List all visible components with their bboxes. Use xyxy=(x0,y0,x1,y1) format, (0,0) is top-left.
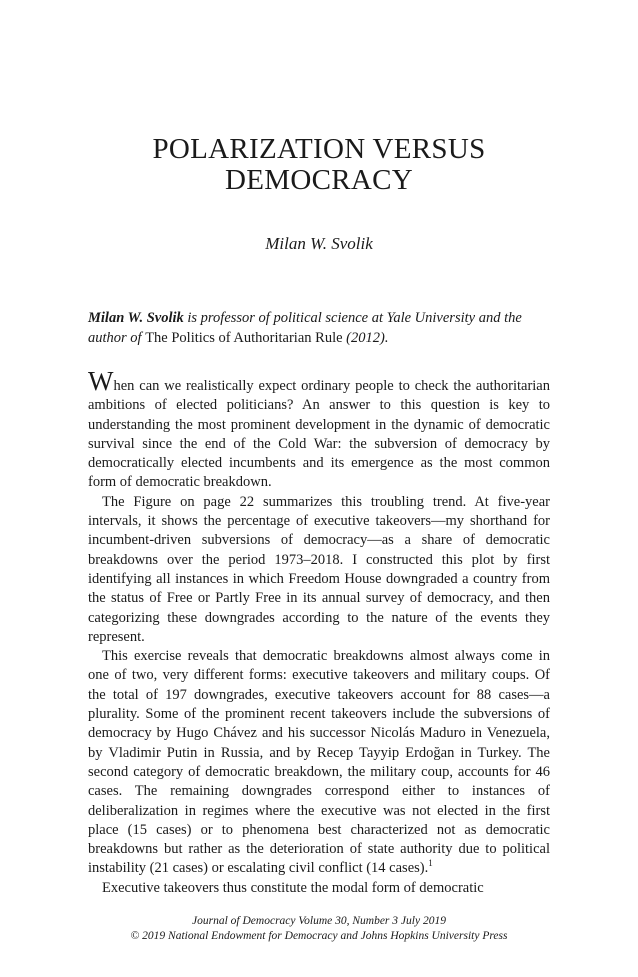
bio-name: Milan W. Svolik xyxy=(88,310,184,326)
paragraph-4: Executive takeovers thus constitute the modal form of democratic xyxy=(102,879,484,896)
paragraph-1 xyxy=(88,366,550,493)
article-title xyxy=(0,134,638,196)
title-line-2: DEMOCRACY xyxy=(225,164,413,196)
page-footer xyxy=(0,914,638,944)
title-line-1: POLARIZATION VERSUS xyxy=(152,133,486,165)
drop-cap: W xyxy=(88,366,114,396)
article-body xyxy=(88,366,550,898)
author-name: Milan W. Svolik xyxy=(265,234,373,253)
footnote-marker[interactable]: 1 xyxy=(428,858,433,869)
paragraph-1-text: hen can we realistically expect ordinary people to check the authoritarian ambitions of elected politicians? An answer to this question is key to understanding the most prominent development in the dynamic of democratic survival since the end of the Cold War: the subversion of democracy by democratically elected incumbents and its emergence as the most common form of democratic breakdown. xyxy=(88,378,550,491)
bio-book-title: The Politics of Authoritarian Rule xyxy=(145,330,343,346)
journal-citation: Journal of Democracy Volume 30, Number 3 July 2019 xyxy=(192,915,446,927)
paragraph-2: The Figure on page 22 summarizes this troubling trend. At five-year intervals, it shows the percentage of executive takeovers—my shorthand for incumbent-driven subversions of democracy—as a share of democratic breakdowns over the period 1973–2018. I constructed this plot by first identifying all instances in which Freedom House downgraded a country from the status of Free or Partly Free in its annual survey of democracy, and then categorizing these downgrades according to the nature of the events they represent. xyxy=(88,493,550,645)
copyright-notice: © 2019 National Endowment for Democracy and Johns Hopkins University Press xyxy=(130,930,508,942)
author-bio xyxy=(88,308,550,348)
paragraph-3-text: This exercise reveals that democratic breakdowns almost always come in one of two, very different forms: executive takeovers and military coups. Of the total of 197 downgrades, executive takeovers account for 88 cases—a plurality. Some of the prominent recent takeovers include the subversions of democracy by Hugo Chávez and his successor Nicolás Maduro in Venezuela, by Vladimir Putin in Russia, and by Recep Tayyip Erdoğan in Turkey. The second category of democratic breakdown, the military coup, accounts for 46 cases. The remaining downgrades correspond either to instances of deliberalization in regimes where the executive was not elected in the first place (15 cases) or to phenomena best characterized not as democratic breakdowns but rather as the deterioration of state authority due to political instability (21 cases) or escalating civil conflict (14 cases). xyxy=(88,648,550,877)
bio-text-2: (2012). xyxy=(342,330,389,346)
bio-text-1: is professor of political science at Yale University and the author of xyxy=(88,310,522,346)
paragraph-3 xyxy=(88,647,550,879)
